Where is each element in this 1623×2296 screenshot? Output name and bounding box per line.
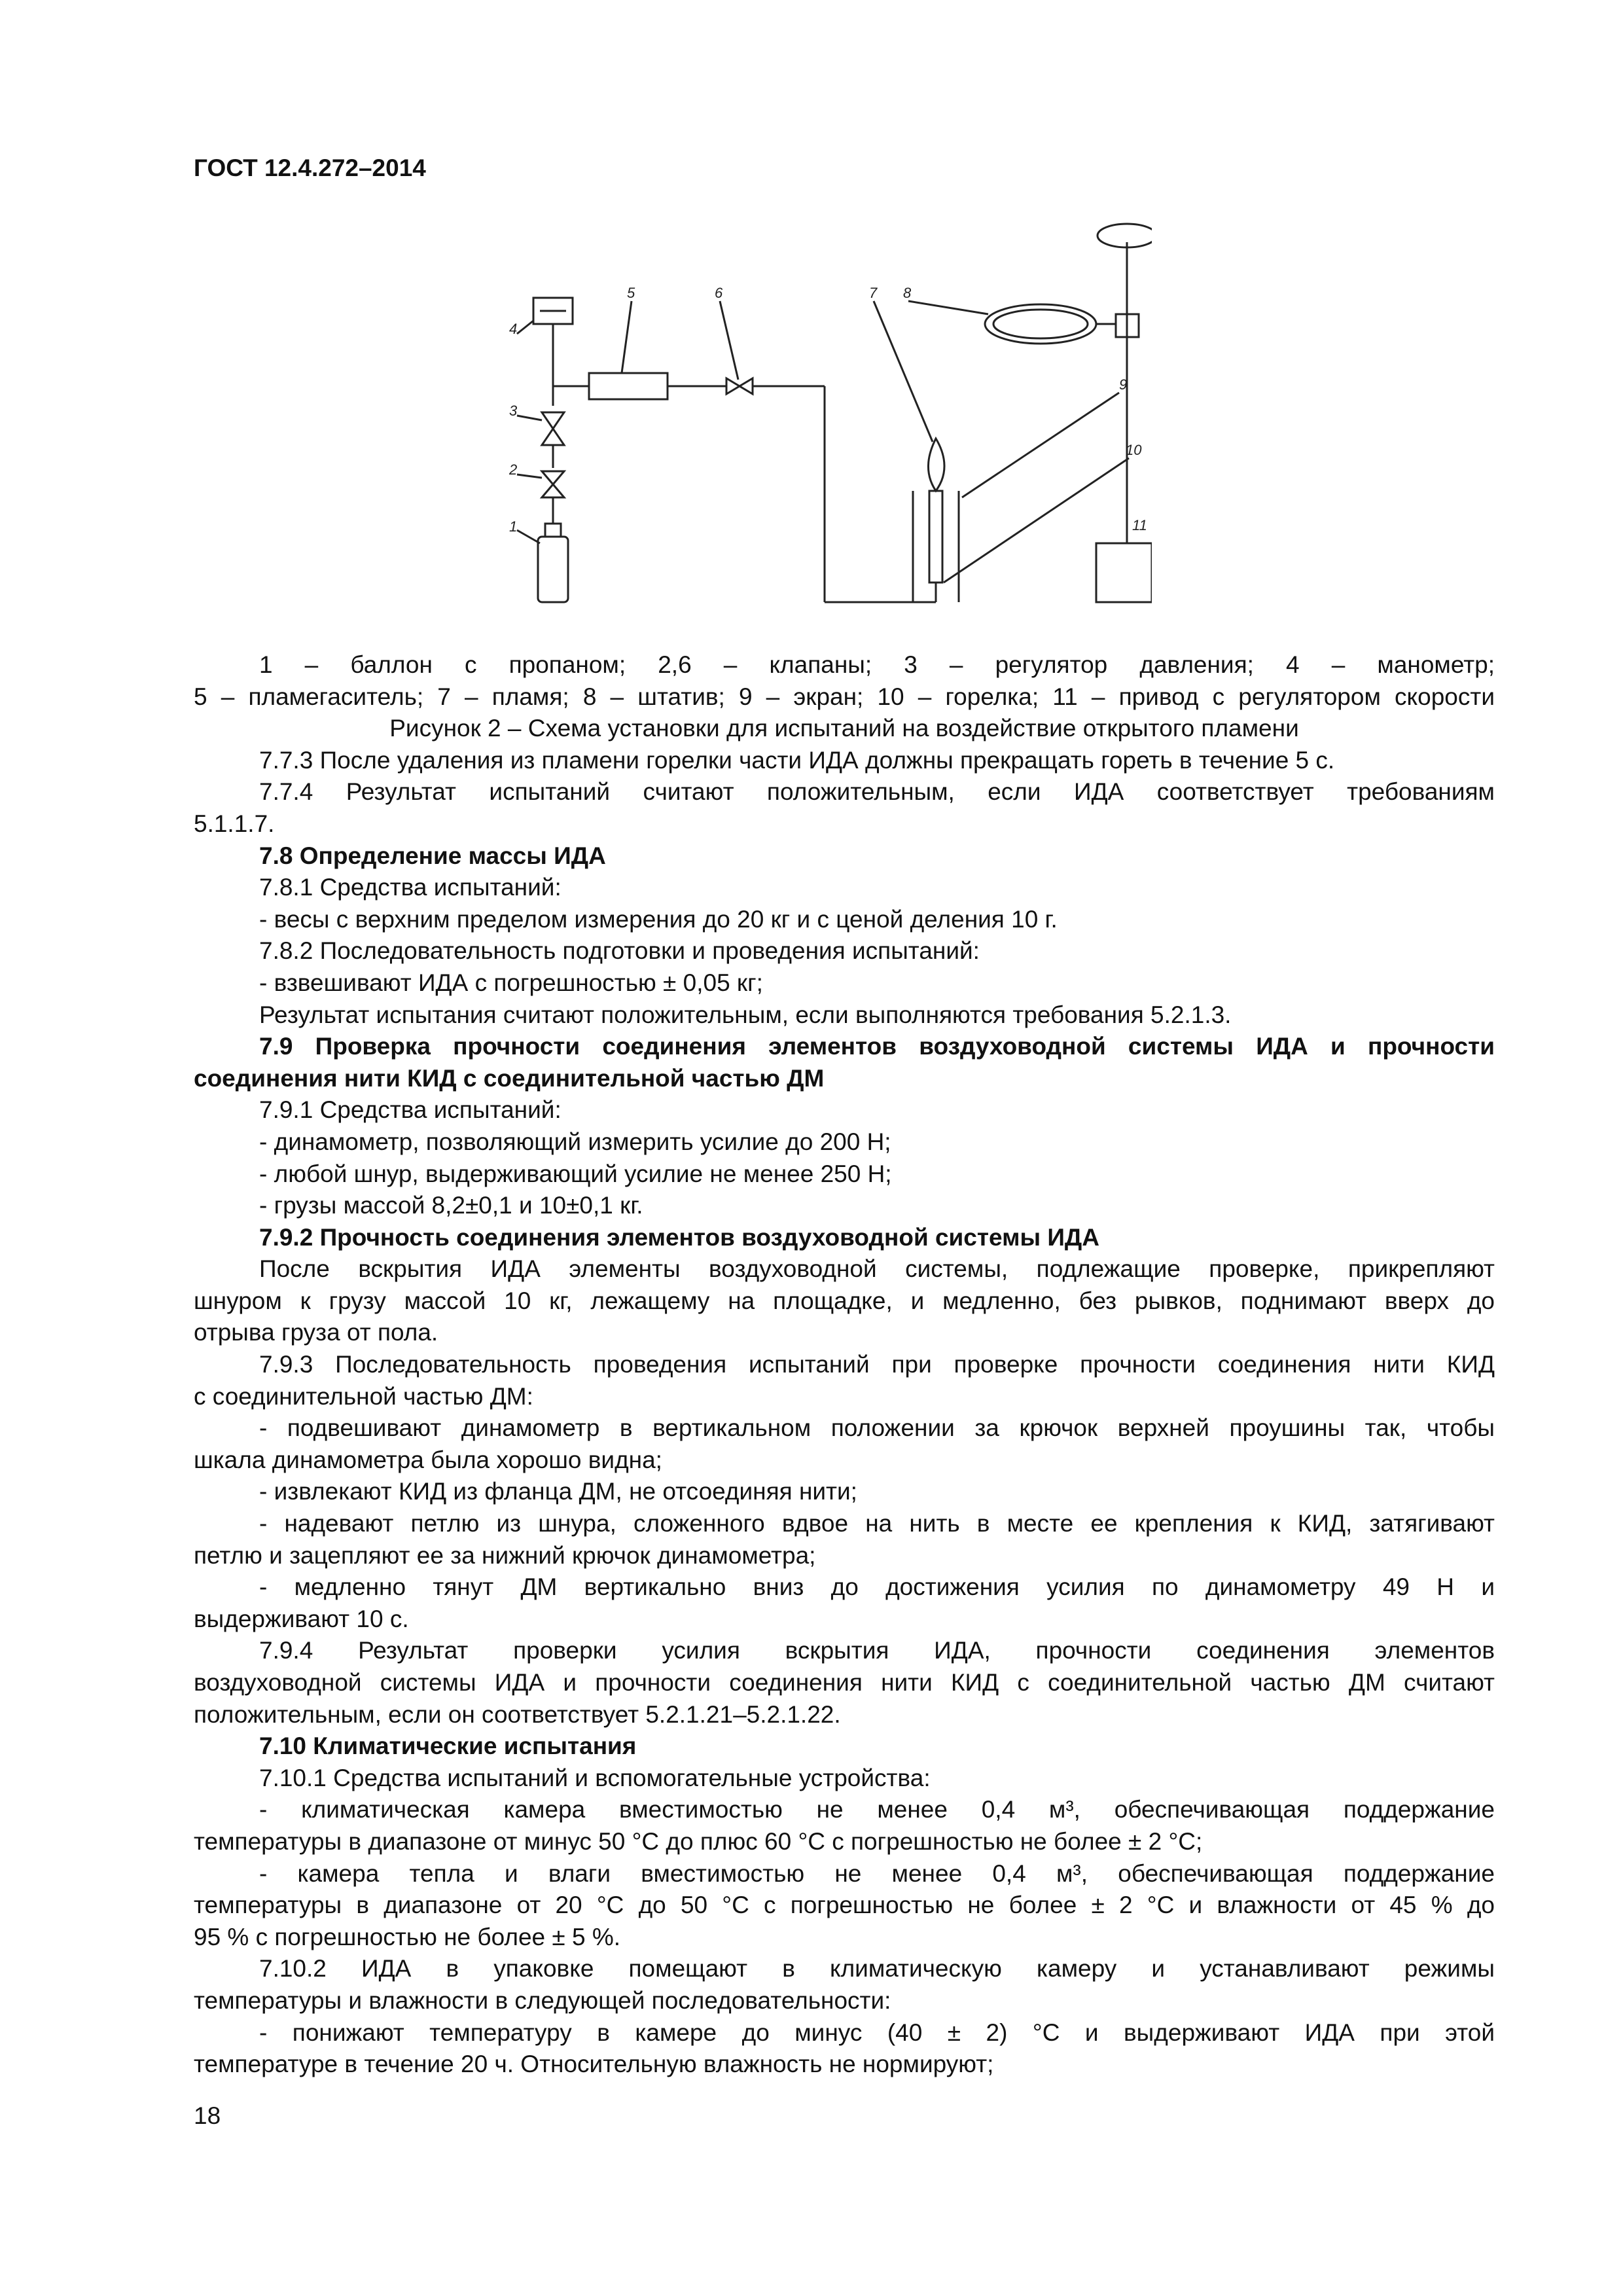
paragraph-line: температуре в течение 20 ч. Относительную влажность не нормируют; bbox=[194, 2051, 994, 2078]
paragraph-line: 7.7.4 Результат испытаний считают положительным, если ИДА соответствует требованиям bbox=[259, 778, 1495, 806]
label-8: 8 bbox=[903, 285, 912, 301]
paragraph-line: 7.7.3 После удаления из пламени горелки части ИДА должны прекращать гореть в течение 5 с. bbox=[259, 746, 1335, 774]
paragraph-line: 7.9.3 Последовательность проведения испытаний при проверке прочности соединения нити КИД bbox=[259, 1351, 1495, 1378]
paragraph-line: температуры в диапазоне от 20 °С до 50 °С с погрешностью не более ± 2 °С и влажности от 45 % до bbox=[194, 1892, 1495, 1919]
label-5: 5 bbox=[627, 285, 635, 301]
paragraph-line: Результат испытания считают положительным, если выполняются требования 5.2.1.3. bbox=[259, 1001, 1232, 1028]
label-4: 4 bbox=[509, 321, 518, 337]
paragraph-line: 7.10 Климатические испытания bbox=[259, 1732, 637, 1760]
propane-cylinder-symbol bbox=[538, 537, 568, 602]
paragraph-line: 7.10.2 ИДА в упаковке помещают в климатическую камеру и устанавливают режимы bbox=[259, 1955, 1495, 1982]
paragraph-line: 7.8 Определение массы ИДА bbox=[259, 842, 606, 869]
paragraph-line: 7.9.1 Средства испытаний: bbox=[259, 1096, 562, 1124]
page-number: 18 bbox=[194, 2102, 221, 2129]
document-body bbox=[194, 649, 1495, 2081]
figure-legend-line-2: 5 – пламегаситель; 7 – пламя; 8 – штатив; 9 – экран; 10 – горелка; 11 – привод с регулятором скорости bbox=[194, 683, 1495, 710]
paragraph-line: 95 % с погрешностью не более ± 5 %. bbox=[194, 1923, 620, 1950]
paragraph-list bbox=[194, 745, 1495, 2081]
document-header: ГОСТ 12.4.272–2014 bbox=[194, 154, 426, 181]
speed-drive-symbol bbox=[1096, 543, 1152, 602]
paragraph-line: - надевают петлю из шнура, сложенного вдвое на нить в месте ее крепления к КИД, затягивают bbox=[259, 1510, 1495, 1537]
figure-caption: Рисунок 2 – Схема установки для испытаний на воздействие открытого пламени bbox=[389, 715, 1299, 742]
paragraph-line: 7.9.4 Результат проверки усилия вскрытия ИДА, прочности соединения элементов bbox=[259, 1637, 1495, 1664]
paragraph-line: - весы с верхним пределом измерения до 20 кг и с ценой деления 10 г. bbox=[259, 905, 1058, 933]
flame-arrester-symbol bbox=[589, 373, 668, 399]
paragraph-line: воздуховодной системы ИДА и прочности соединения нити КИД с соединительной частью ДМ считают bbox=[194, 1669, 1495, 1696]
burner-symbol bbox=[929, 491, 942, 583]
label-10: 10 bbox=[1126, 442, 1142, 458]
test-setup-diagram bbox=[478, 216, 1152, 622]
paragraph-line: - камера тепла и влаги вместимостью не менее 0,4 м³, обеспечивающая поддержание bbox=[259, 1859, 1495, 1887]
paragraph-line: положительным, если он соответствует 5.2.1.21–5.2.1.22. bbox=[194, 1700, 841, 1728]
paragraph-line: - понижают температуру в камере до минус (40 ± 2) °С и выдерживают ИДА при этой bbox=[259, 2018, 1495, 2046]
paragraph-line: - извлекают КИД из фланца ДМ, не отсоединяя нити; bbox=[259, 1478, 857, 1505]
label-7: 7 bbox=[869, 285, 878, 301]
paragraph-line: - медленно тянут ДМ вертикально вниз до достижения усилия по динамометру 49 Н и bbox=[259, 1573, 1495, 1601]
label-11: 11 bbox=[1132, 517, 1147, 533]
paragraph-line: 5.1.1.7. bbox=[194, 810, 275, 837]
label-2: 2 bbox=[509, 461, 518, 478]
paragraph-line: 7.8.1 Средства испытаний: bbox=[259, 874, 562, 901]
paragraph-line: отрыва груза от пола. bbox=[194, 1319, 438, 1346]
label-9: 9 bbox=[1119, 376, 1128, 393]
label-3: 3 bbox=[509, 403, 518, 419]
label-6: 6 bbox=[715, 285, 723, 301]
paragraph-line: 7.9.2 Прочность соединения элементов воздуховодной системы ИДА bbox=[259, 1223, 1100, 1251]
paragraph-line: шкала динамометра была хорошо видна; bbox=[194, 1446, 662, 1473]
paragraph-line: 7.10.1 Средства испытаний и вспомогательные устройства: bbox=[259, 1764, 931, 1791]
paragraph-line: - взвешивают ИДА с погрешностью ± 0,05 кг; bbox=[259, 969, 763, 996]
label-1: 1 bbox=[509, 518, 518, 535]
paragraph-line: температуры в диапазоне от минус 50 °С до плюс 60 °С с погрешностью не более ± 2 °С; bbox=[194, 1827, 1203, 1855]
paragraph-line: - динамометр, позволяющий измерить усилие до 200 Н; bbox=[259, 1128, 891, 1155]
paragraph-line: выдерживают 10 с. bbox=[194, 1605, 409, 1632]
paragraph-line: соединения нити КИД с соединительной частью ДМ bbox=[194, 1064, 825, 1092]
paragraph-line: - грузы массой 8,2±0,1 и 10±0,1 кг. bbox=[259, 1192, 643, 1219]
paragraph-line: с соединительной частью ДМ: bbox=[194, 1382, 533, 1410]
paragraph-line: - климатическая камера вместимостью не менее 0,4 м³, обеспечивающая поддержание bbox=[259, 1796, 1495, 1823]
flame-symbol bbox=[928, 439, 944, 491]
paragraph-line: 7.8.2 Последовательность подготовки и проведения испытаний: bbox=[259, 937, 980, 965]
paragraph-line: температуры и влажности в следующей последовательности: bbox=[194, 1986, 891, 2014]
paragraph-line: После вскрытия ИДА элементы воздуховодной системы, подлежащие проверке, прикрепляют bbox=[259, 1255, 1495, 1283]
figure-legend-line-1: 1 – баллон с пропаном; 2,6 – клапаны; 3 – регулятор давления; 4 – манометр; bbox=[259, 651, 1495, 678]
paragraph-line: шнуром к грузу массой 10 кг, лежащему на площадке, и медленно, без рывков, поднимают вверх до bbox=[194, 1287, 1495, 1314]
paragraph-line: - подвешивают динамометр в вертикальном положении за крючок верхней проушины так, чтобы bbox=[259, 1414, 1495, 1442]
paragraph-line: 7.9 Проверка прочности соединения элементов воздуховодной системы ИДА и прочности bbox=[259, 1033, 1495, 1060]
paragraph-line: петлю и зацепляют ее за нижний крючок динамометра; bbox=[194, 1541, 816, 1569]
paragraph-line: - любой шнур, выдерживающий усилие не менее 250 Н; bbox=[259, 1160, 892, 1187]
